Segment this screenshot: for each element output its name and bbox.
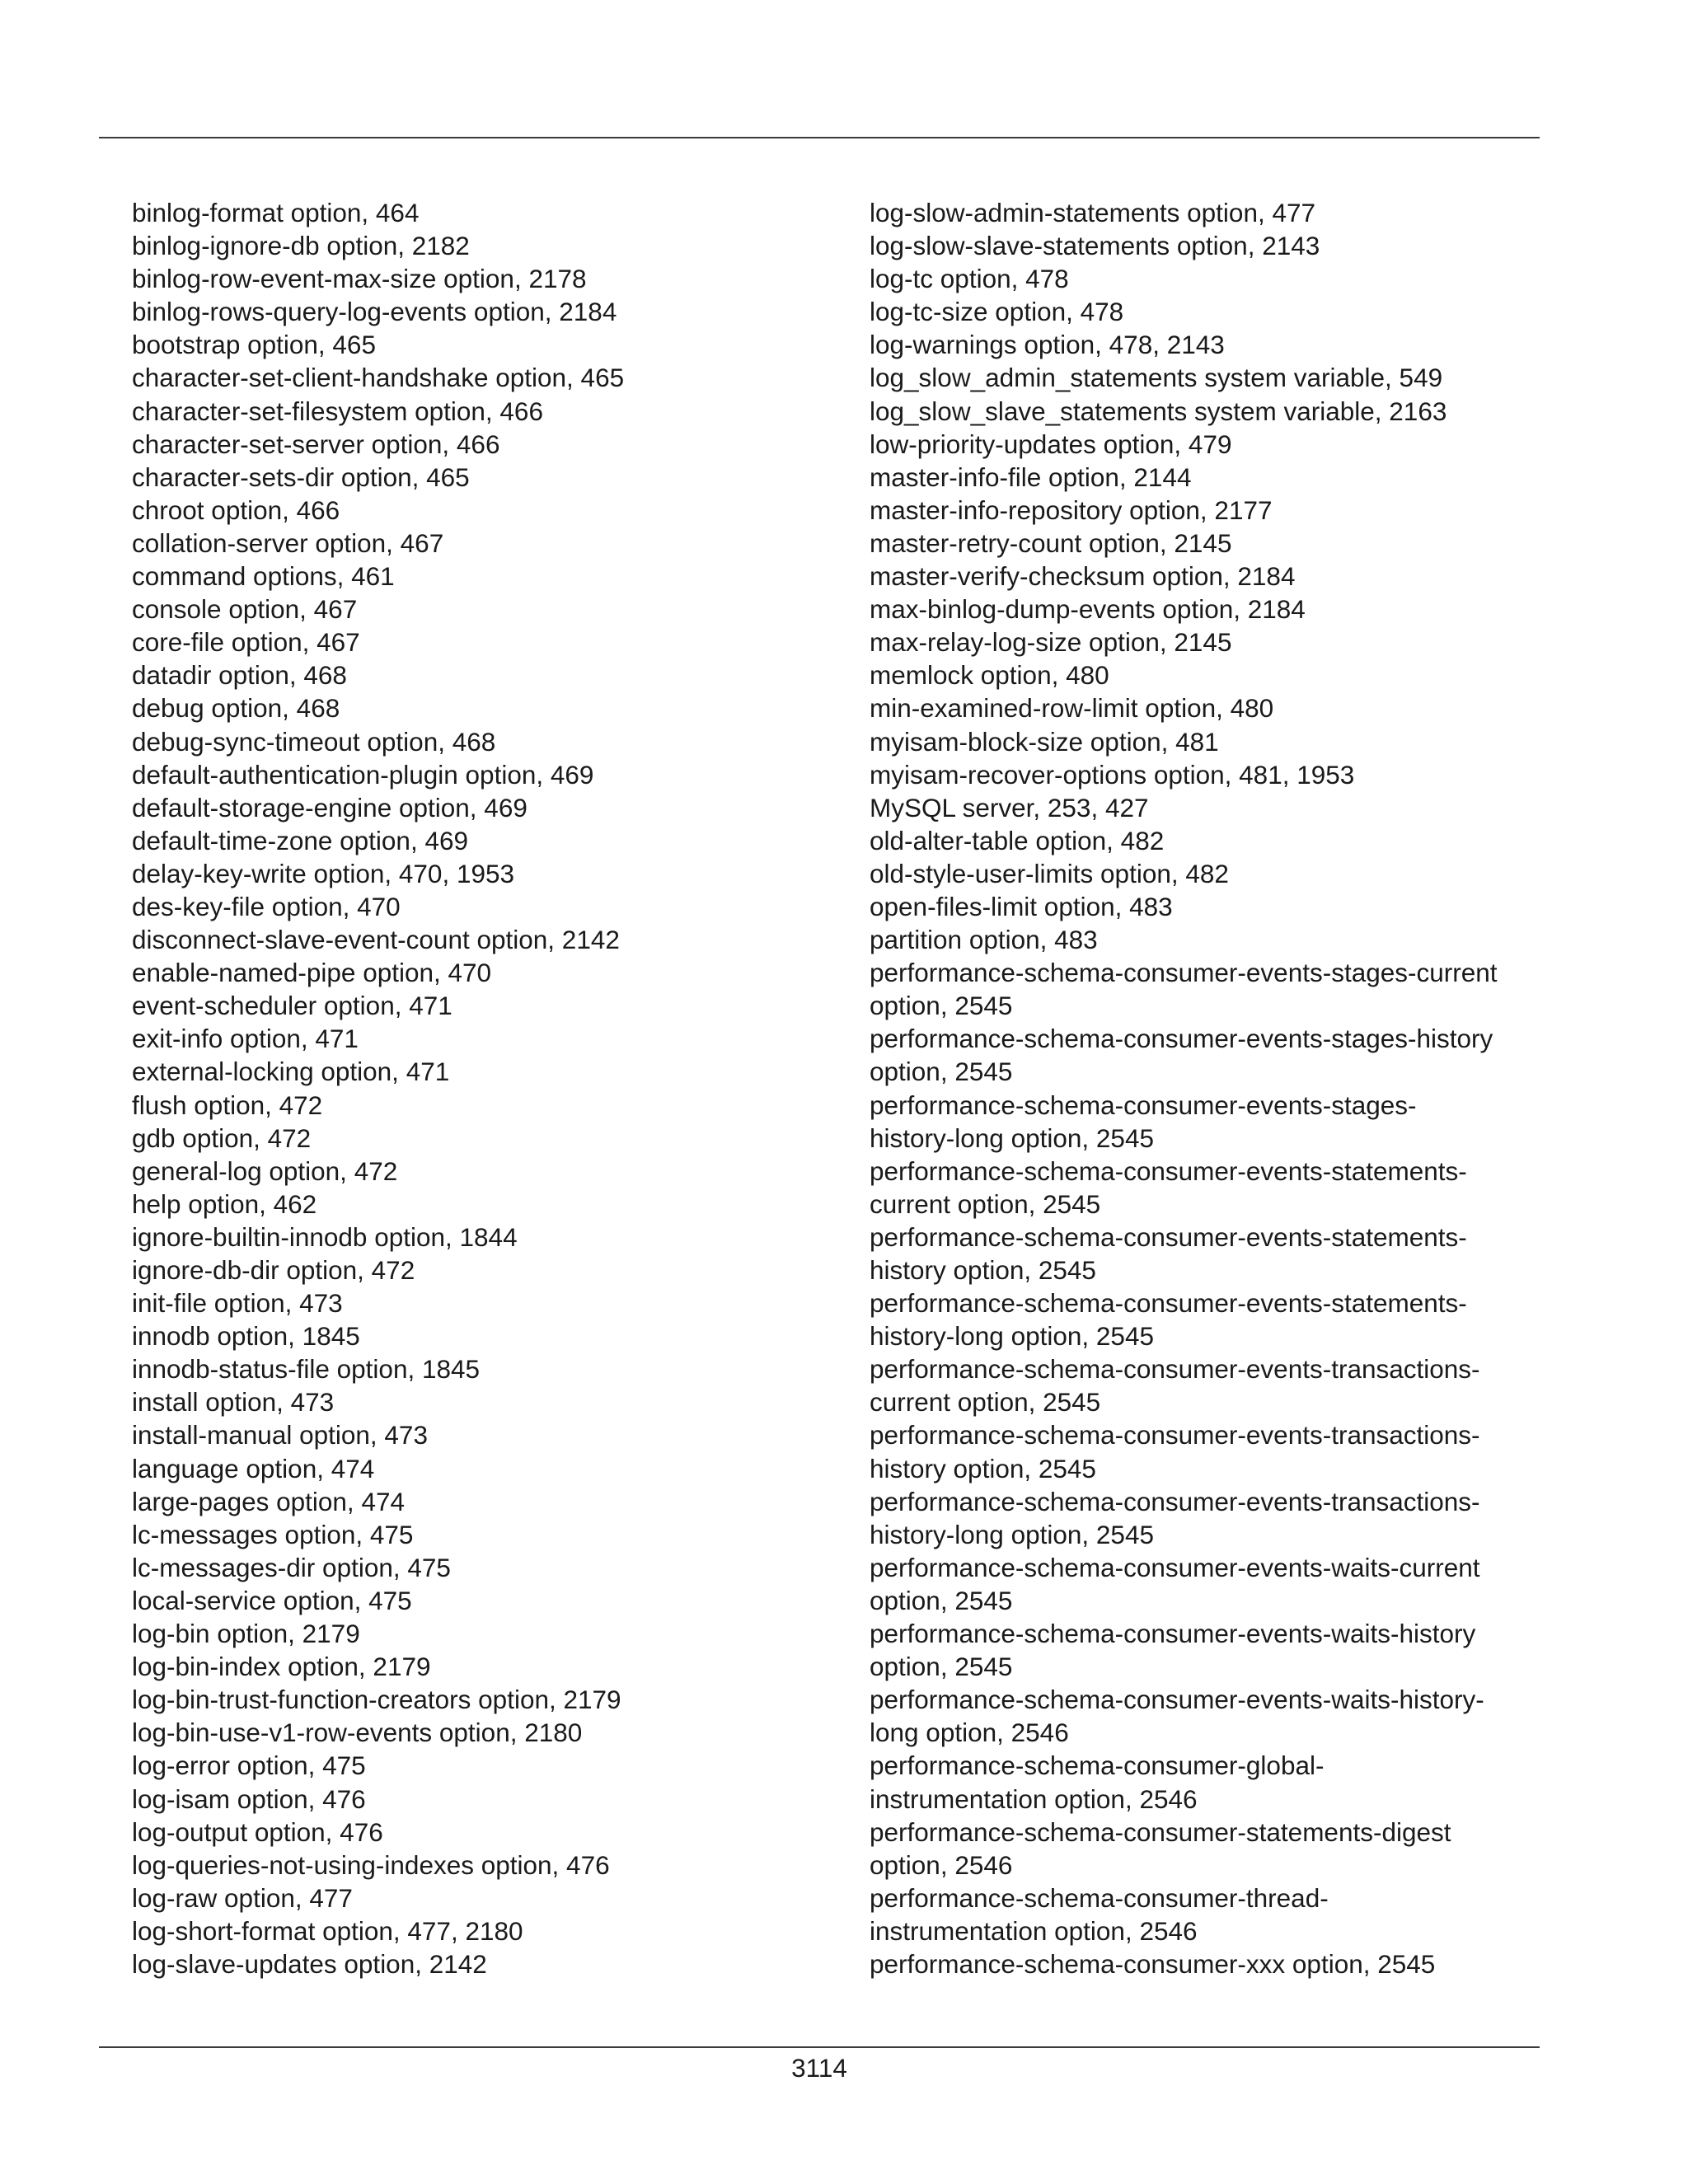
header-rule <box>99 137 1540 138</box>
index-entry: binlog-ignore-db option, 2182 <box>132 231 470 261</box>
index-entry: master-info-repository option, 2177 <box>870 494 1273 525</box>
index-entry: innodb option, 1845 <box>132 1321 360 1352</box>
index-entry: max-binlog-dump-events option, 2184 <box>870 594 1306 625</box>
index-entry: performance-schema-consumer-events-waits-history <box>870 1619 1476 1649</box>
index-entry: performance-schema-consumer-events-statements- <box>870 1221 1467 1252</box>
index-entry: log-error option, 475 <box>132 1750 366 1781</box>
index-entry: log-bin-index option, 2179 <box>132 1652 431 1682</box>
index-entry: debug-sync-timeout option, 468 <box>132 726 496 757</box>
index-entry: binlog-rows-query-log-events option, 2184 <box>132 297 617 327</box>
index-entry: log-bin-use-v1-row-events option, 2180 <box>132 1718 583 1748</box>
index-entry: option, 2545 <box>870 991 1013 1021</box>
index-entry: log-tc-size option, 478 <box>870 297 1124 327</box>
index-entry: log-tc option, 478 <box>870 264 1069 294</box>
index-entry: character-sets-dir option, 465 <box>132 462 470 492</box>
index-entry: bootstrap option, 465 <box>132 330 376 360</box>
index-entry: ignore-db-dir option, 472 <box>132 1255 415 1285</box>
index-entry: performance-schema-consumer-events-statements- <box>870 1155 1467 1186</box>
index-entry: local-service option, 475 <box>132 1585 412 1615</box>
index-entry: exit-info option, 471 <box>132 1024 359 1054</box>
index-entry: datadir option, 468 <box>132 660 347 691</box>
index-entry: performance-schema-consumer-xxx option, 2545 <box>870 1948 1436 1979</box>
index-entry: current option, 2545 <box>870 1387 1101 1418</box>
index-entry: disconnect-slave-event-count option, 2142 <box>132 925 620 955</box>
index-entry: performance-schema-consumer-global- <box>870 1750 1325 1781</box>
index-entry: log-isam option, 476 <box>132 1783 366 1814</box>
index-entry: performance-schema-consumer-events-stages- <box>870 1090 1417 1120</box>
index-entry: install-manual option, 473 <box>132 1420 428 1451</box>
index-entry: option, 2545 <box>870 1652 1013 1682</box>
index-entry: performance-schema-consumer-events-transactions- <box>870 1420 1480 1451</box>
index-entry: performance-schema-consumer-events-transactions- <box>870 1486 1480 1516</box>
index-entry: history-long option, 2545 <box>870 1321 1154 1352</box>
index-entry: character-set-client-handshake option, 465 <box>132 363 625 393</box>
index-entry: log-output option, 476 <box>132 1816 383 1847</box>
index-entry: log-short-format option, 477, 2180 <box>132 1915 523 1946</box>
index-entry: option, 2546 <box>870 1849 1013 1880</box>
footer-rule <box>99 2046 1540 2048</box>
index-entry: master-verify-checksum option, 2184 <box>870 561 1296 592</box>
index-entry: binlog-format option, 464 <box>132 198 420 227</box>
index-entry: des-key-file option, 470 <box>132 891 401 921</box>
index-entry: partition option, 483 <box>870 925 1098 955</box>
index-entry: performance-schema-consumer-events-transactions- <box>870 1354 1480 1385</box>
index-entry: master-retry-count option, 2145 <box>870 527 1232 558</box>
index-entry: external-locking option, 471 <box>132 1057 450 1087</box>
index-entry: init-file option, 473 <box>132 1288 343 1319</box>
index-entry: history-long option, 2545 <box>870 1122 1154 1153</box>
index-entry: ignore-builtin-innodb option, 1844 <box>132 1221 518 1252</box>
index-entry: log-slow-admin-statements option, 477 <box>870 198 1316 227</box>
index-entry: event-scheduler option, 471 <box>132 991 452 1021</box>
index-entry: memlock option, 480 <box>870 660 1109 691</box>
index-entry: open-files-limit option, 483 <box>870 891 1173 921</box>
index-entry: old-alter-table option, 482 <box>870 825 1165 855</box>
index-entry: debug option, 468 <box>132 693 340 724</box>
index-entry: core-file option, 467 <box>132 627 360 658</box>
index-entry: current option, 2545 <box>870 1188 1101 1219</box>
index-entry: log_slow_admin_statements system variable, 549 <box>870 363 1443 393</box>
index-entry: lc-messages-dir option, 475 <box>132 1552 451 1582</box>
index-entry: install option, 473 <box>132 1387 335 1418</box>
index-entry: option, 2545 <box>870 1057 1013 1087</box>
index-entry: default-time-zone option, 469 <box>132 825 469 855</box>
index-entry: log-slow-slave-statements option, 2143 <box>870 231 1320 261</box>
index-entry: performance-schema-consumer-statements-digest <box>870 1816 1451 1847</box>
index-entry: character-set-filesystem option, 466 <box>132 396 543 426</box>
index-entry: master-info-file option, 2144 <box>870 462 1192 492</box>
index-entry: log-queries-not-using-indexes option, 476 <box>132 1849 610 1880</box>
index-entry: delay-key-write option, 470, 1953 <box>132 858 515 888</box>
index-entry: performance-schema-consumer-thread- <box>870 1882 1329 1913</box>
index-entry: character-set-server option, 466 <box>132 429 500 459</box>
index-entry: binlog-row-event-max-size option, 2178 <box>132 264 587 294</box>
index-entry: max-relay-log-size option, 2145 <box>870 627 1232 658</box>
index-entry: old-style-user-limits option, 482 <box>870 858 1229 888</box>
index-column-right <box>870 196 1554 1980</box>
index-entry: console option, 467 <box>132 594 358 625</box>
index-entry: performance-schema-consumer-events-waits-current <box>870 1552 1480 1582</box>
index-entry: command options, 461 <box>132 561 395 592</box>
index-entry: myisam-block-size option, 481 <box>870 726 1219 757</box>
index-entry: log-slave-updates option, 2142 <box>132 1948 487 1979</box>
page-number: 3114 <box>791 2053 847 2083</box>
index-entry: chroot option, 466 <box>132 494 340 525</box>
index-entry: general-log option, 472 <box>132 1155 398 1186</box>
index-entry: collation-server option, 467 <box>132 527 444 558</box>
index-entry: low-priority-updates option, 479 <box>870 429 1232 459</box>
index-entry: log-bin option, 2179 <box>132 1619 360 1649</box>
index-column-left <box>132 196 841 1980</box>
index-entry: history-long option, 2545 <box>870 1519 1154 1549</box>
index-entry: instrumentation option, 2546 <box>870 1915 1198 1946</box>
index-entry: lc-messages option, 475 <box>132 1519 414 1549</box>
index-entry: gdb option, 472 <box>132 1122 312 1153</box>
index-entry: performance-schema-consumer-events-statements- <box>870 1288 1467 1319</box>
index-entry: default-authentication-plugin option, 469 <box>132 759 594 790</box>
index-entry: log-raw option, 477 <box>132 1882 353 1913</box>
index-entry: min-examined-row-limit option, 480 <box>870 693 1274 724</box>
index-entry: performance-schema-consumer-events-stages-current <box>870 958 1498 988</box>
index-entry: large-pages option, 474 <box>132 1486 405 1516</box>
index-entry: log-bin-trust-function-creators option, 2179 <box>132 1685 621 1715</box>
index-entry: performance-schema-consumer-events-waits-history- <box>870 1685 1484 1715</box>
index-entry: log_slow_slave_statements system variable, 2163 <box>870 396 1447 426</box>
index-entry: MySQL server, 253, 427 <box>870 792 1149 823</box>
index-entry: history option, 2545 <box>870 1453 1096 1483</box>
index-entry: flush option, 472 <box>132 1090 323 1120</box>
index-entry: instrumentation option, 2546 <box>870 1783 1198 1814</box>
index-entry: myisam-recover-options option, 481, 1953 <box>870 759 1355 790</box>
index-entry: long option, 2546 <box>870 1718 1069 1748</box>
index-entry: innodb-status-file option, 1845 <box>132 1354 481 1385</box>
index-entry: language option, 474 <box>132 1453 375 1483</box>
index-entry: default-storage-engine option, 469 <box>132 792 528 823</box>
index-entry: performance-schema-consumer-events-stages-history <box>870 1024 1493 1054</box>
index-entry: help option, 462 <box>132 1188 317 1219</box>
index-entry: history option, 2545 <box>870 1255 1096 1285</box>
index-entry: option, 2545 <box>870 1585 1013 1615</box>
index-entry: log-warnings option, 478, 2143 <box>870 330 1225 360</box>
index-entry: enable-named-pipe option, 470 <box>132 958 492 988</box>
